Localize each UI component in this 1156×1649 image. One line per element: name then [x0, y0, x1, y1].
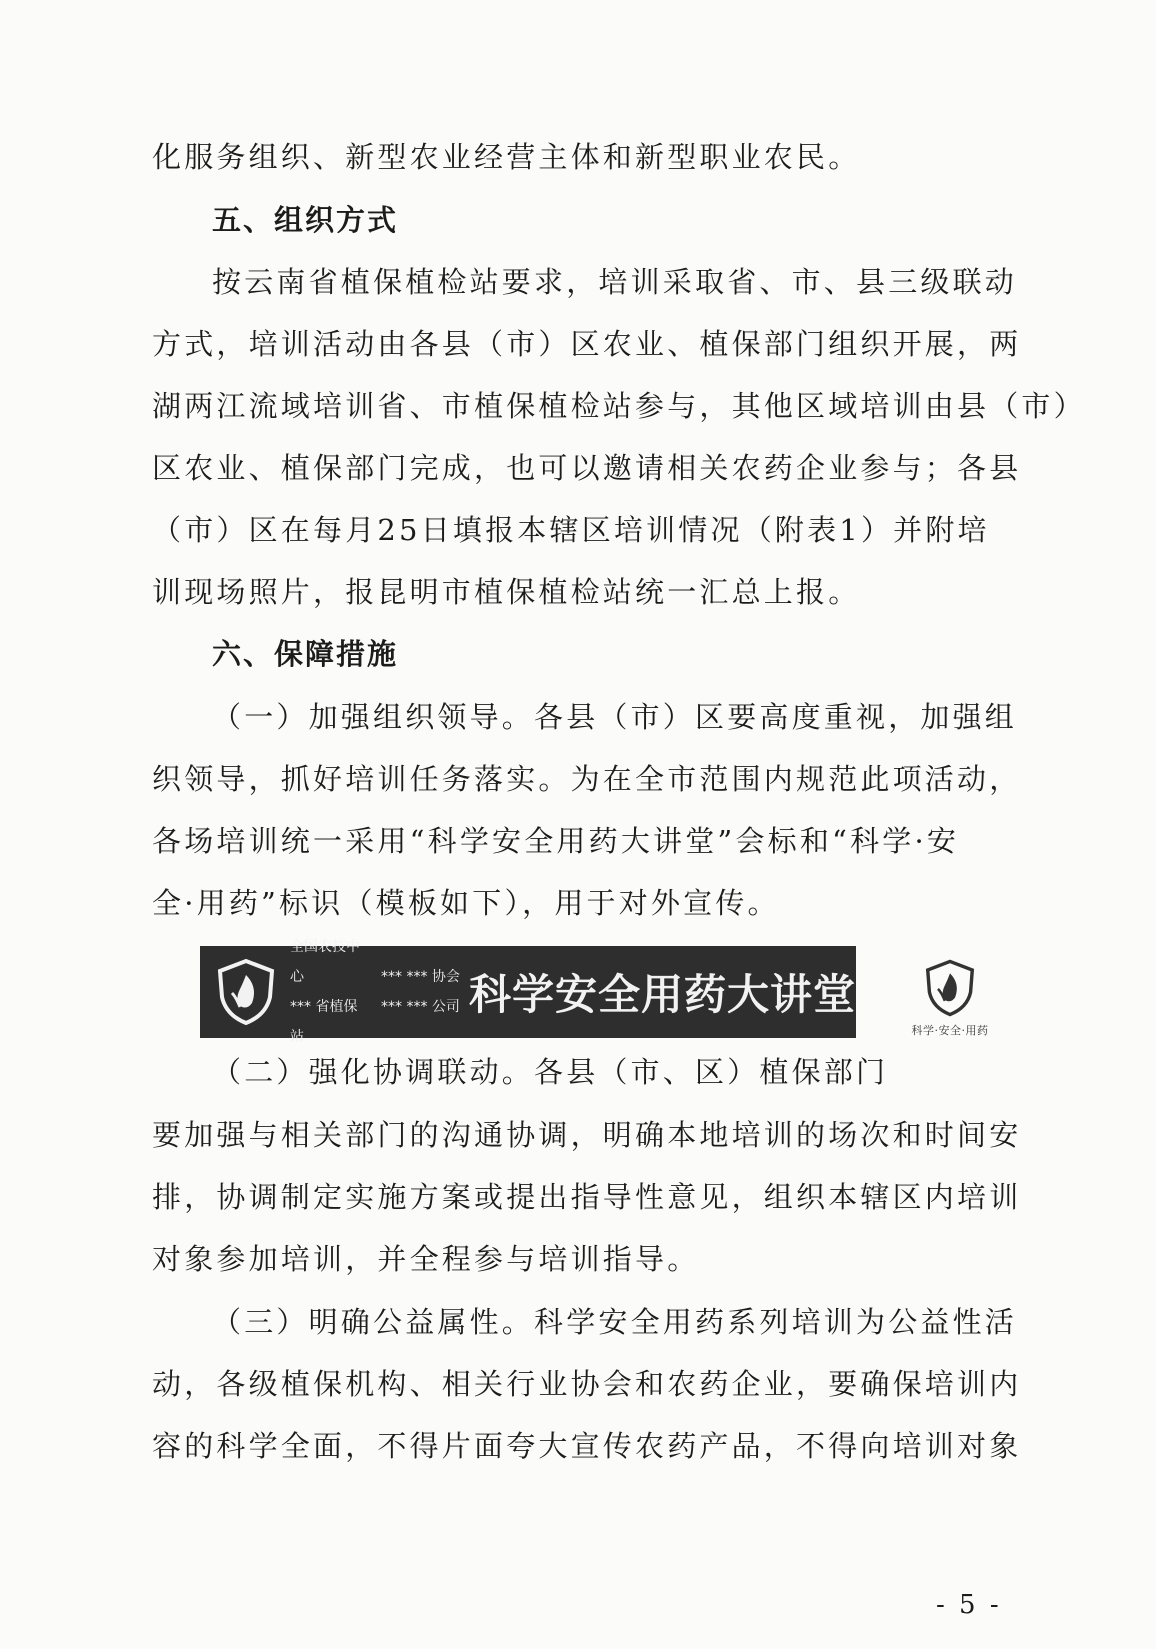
body-line: 要加强与相关部门的沟通协调，明确本地培训的场次和时间安 [152, 1118, 1022, 1152]
body-line: （二）强化协调联动。各县（市、区）植保部门 [212, 1055, 889, 1089]
safety-logo [904, 958, 996, 1038]
body-line: 按云南省植保植检站要求，培训采取省、市、县三级联动 [212, 265, 1018, 299]
body-line: 织领导，抓好培训任务落实。为在全市范围内规范此项活动， [152, 762, 1022, 796]
body-line: 方式，培训活动由各县（市）区农业、植保部门组织开展，两 [152, 327, 1022, 361]
body-line: （市）区在每月25日填报本辖区培训情况（附表1）并附培 [152, 513, 990, 547]
shield-leaf-icon [214, 957, 278, 1027]
section-heading-safeguards: 六、保障措施 [212, 637, 399, 671]
banner-title: 科学安全用药大讲堂 [468, 970, 856, 1019]
body-line: 动，各级植保机构、相关行业协会和农药企业，要确保培训内 [152, 1367, 1022, 1401]
body-line: 对象参加培训，并全程参与培训指导。 [152, 1242, 700, 1276]
body-line: 各场培训统一采用“科学安全用药大讲堂”会标和“科学·安 [152, 824, 960, 858]
body-line: 训现场照片，报昆明市植保植检站统一汇总上报。 [152, 575, 861, 609]
banner-org: *** *** 公司 [381, 999, 460, 1015]
body-line: 容的科学全面，不得片面夸大宣传农药产品，不得向培训对象 [152, 1429, 1022, 1463]
body-line: 区农业、植保部门完成，也可以邀请相关农药企业参与；各县 [152, 451, 1022, 485]
banner-org-column [381, 962, 463, 1022]
section-heading-organization: 五、组织方式 [212, 203, 399, 237]
lecture-banner [200, 939, 856, 1045]
body-line: 全·用药”标识（模板如下），用于对外宣传。 [152, 886, 780, 920]
body-line: （一）加强组织领导。各县（市）区要高度重视，加强组 [212, 700, 1018, 734]
banner-org: *** *** 协会 [381, 969, 460, 985]
body-line: 湖两江流域培训省、市植保植检站参与，其他区域培训由县（市） [152, 389, 1086, 423]
logo-caption: 科学·安全·用药 [911, 1024, 989, 1037]
banner-org: *** 省植保站 [290, 999, 358, 1045]
banner-org-column [290, 932, 369, 1052]
page-number: - 5 - [936, 1590, 1002, 1620]
body-line: （三）明确公益属性。科学安全用药系列培训为公益性活 [212, 1305, 1018, 1339]
shield-leaf-icon [922, 958, 978, 1018]
body-line: 化服务组织、新型农业经营主体和新型职业农民。 [152, 140, 861, 174]
body-line: 排，协调制定实施方案或提出指导性意见，组织本辖区内培训 [152, 1180, 1022, 1214]
banner-org: 全国农技中心 [290, 939, 360, 985]
